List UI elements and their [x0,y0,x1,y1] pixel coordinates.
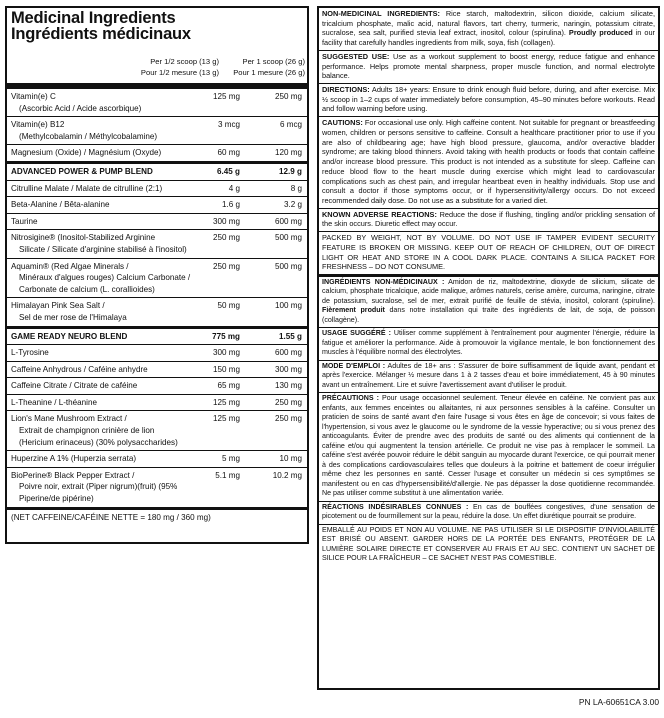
amount-full-scoop: 12.9 g [279,166,302,176]
table-row [7,180,307,197]
amount-full-scoop: 500 mg [275,233,302,243]
table-row [7,258,307,298]
amount-half-scoop: 1.6 g [221,200,240,210]
column-header-full-scoop: Per 1 scoop (26 g) Pour 1 mesure (26 g) [233,57,305,77]
fr-packed-by-weight: EMBALLÉ AU POIDS ET NON AU VOLUME. NE PAS UTILISER SI LE DISPOSITIF D'INVIOLABILITÉ EST BRISÉ OU ABSENT. GARDER HORS DE LA PORTÉE DES ENFANTS, PROTÉGER DE LA LUMIÈRE SOLAIRE DIRECTE ET CONSERVER AU FRAIS ET AU SEC. CONTIENT UN SACHET DE SILICE POUR LA FRAÎCHEUR – CE SACHET N'EST PAS COMESTIBLE. [322,525,655,563]
amount-full-scoop: 300 mg [275,364,302,374]
amount-full-scoop: 130 mg [275,381,302,391]
ingredient-name: Vitamin(e) B12 [11,120,65,130]
medicinal-ingredients-panel [5,6,309,544]
non-medicinal-ingredients: NON-MEDICINAL INGREDIENTS: Rice starch, maltodextrin, silicon dioxide, calcium silicate, tricalcium phosphate, malic acid, natural flavors, tart cherry, turmeric, naringin, potassium citrate, sucralose, sea salt, purified stevia leaf extract, inositol, colour (spirulina). Proudly produced in our facility that carefully handles ingredients from milk, soya, fish (collagen). [319,8,658,51]
amount-full-scoop: 250 mg [275,414,302,424]
amount-half-scoop: 300 mg [213,216,240,226]
ingredient-table [7,89,307,525]
ingredient-name: Vitamin(e) C [11,92,56,101]
directions: DIRECTIONS: Adults 18+ years: Ensure to drink enough fluid before, during, and after exercise. Mix ½ scoop in 1–2 cups of water immediately before consumption, 45–90 minutes before workouts. Read and follow warning before using. [319,84,658,117]
amount-half-scoop: 60 mg [217,148,240,158]
table-row [7,229,307,257]
fr-known-adverse-reactions: RÉACTIONS INDÉSIRABLES CONNUES : En cas de bouffées congestives, d'une sensation de picotement ou de fourmillement sur la peau, réduire la dose. Un effet diurétique pourrait se produire. [319,502,658,525]
amount-half-scoop: 65 mg [217,381,240,391]
table-row [7,377,307,394]
fr-directions: MODE D'EMPLOI : Adultes de 18+ ans : S'assurer de boire suffisamment de liquide avant, pendant et après l'exercice. Mélanger ½ mesure dans 1 à 2 tasses d'eau et boire immédiatement, 45 à 90 minutes avant un entraînement. Lire et suivre l'avertissement avant d'utiliser le produit. [319,361,658,394]
ingredient-name: Aquamin® (Red Algae Minerals / [11,261,129,271]
amount-half-scoop: 150 mg [213,364,240,374]
known-adverse-reactions: KNOWN ADVERSE REACTIONS: Reduce the dose if flushing, tingling and/or prickling sensation of the skin occurs. Diuretic effect may occur. [319,209,658,232]
amount-half-scoop: 5 mg [222,454,240,464]
amount-half-scoop: 125 mg [213,414,240,424]
amount-full-scoop: 6 mcg [279,120,302,130]
ingredient-name: Beta-Alanine / Bêta-alanine [11,200,110,210]
ingredient-name: Caffeine Citrate / Citrate de caféine [11,381,138,391]
ingredient-detail: Extrait de champignon crinière de lion [19,426,155,436]
packed-by-weight: PACKED BY WEIGHT, NOT BY VOLUME. DO NOT USE IF TAMPER EVIDENT SECURITY FEATURE IS BROKEN OR MISSING. KEEP OUT OF REACH OF CHILDREN, OUT OF DIRECT LIGHT OR HEAT AND STORE IN A COOL DARK PLACE. CONTAINS A SILICA PACKET FOR FRESHNESS – DO NOT CONSUME. [319,232,658,277]
amount-full-scoop: 600 mg [275,348,302,358]
title-french: Ingrédients médicinaux [11,25,191,43]
ingredient-name: Caffeine Anhydrous / Caféine anhydre [11,364,148,374]
ingredient-name: GAME READY NEURO BLEND [11,331,128,341]
table-row [7,144,307,161]
label-text-panel [317,6,660,690]
amount-half-scoop: 3 mcg [217,120,240,130]
ingredient-detail: Minéraux d'algues rouges) Calcium Carbonate / [19,273,191,283]
ingredient-detail: Poivre noir, extrait (Piper nigrum)(fruit) (95% Piperine/de pipérine) [19,482,178,504]
table-row [7,326,307,345]
amount-half-scoop: 5.1 mg [215,470,240,480]
column-header-half-scoop: Per 1/2 scoop (13 g) Pour 1/2 mesure (13 g) [140,57,219,77]
table-row [7,116,307,144]
ingredient-name: BioPerine® Black Pepper Extract / [11,470,135,480]
amount-full-scoop: 250 mg [275,92,302,101]
amount-full-scoop: 120 mg [275,148,302,158]
suggested-use: SUGGESTED USE: Use as a workout supplement to boost energy, reduce fatigue and enhance performance. Helps promote mental sharpness, proper muscle function, and normal electrolyte balance. [319,51,658,84]
ingredient-name: ADVANCED POWER & PUMP BLEND [11,166,153,176]
amount-full-scoop: 500 mg [275,261,302,271]
amount-half-scoop: 50 mg [217,301,240,311]
table-row [7,196,307,213]
table-row [7,410,307,450]
amount-full-scoop: 3.2 g [283,200,302,210]
amount-half-scoop: 125 mg [213,397,240,407]
table-row [7,450,307,467]
ingredient-detail: Silicate / Silicate d'arginine stabilisé à l'inositol) [19,244,187,254]
ingredient-name: Taurine [11,216,38,226]
amount-half-scoop: 6.45 g [217,166,240,176]
fr-cautions: PRÉCAUTIONS : Pour usage occasionnel seulement. Teneur élevée en caféine. Ne convient pas aux enfants, aux femmes enceintes ou allaitantes, ni aux personnes sensibles à la caféine. Consulter un praticien de soins de santé avant d'en faire l'usage si vous êtes en âge de concevoir; si vous faites de l'hypertension, si vous avez le glaucome ou le syndrome de la vessie hyperactive; ou si vous prenez des anticoagulants. Éviter de prendre avec des produits de santé ou des aliments qui contiennent de la caféine et/ou qui augmentent la tension artérielle. Ce produit ne vise pas à remplacer le sommeil. La caféine s'est avérée pouvoir réduire le débit sanguin au myocarde durant l'exercice, ce qui pourrait mener à des complications cardiovasculaires telles que douleurs à la poitrine et battement de coeur irrégulier même chez les personnes en santé. Cesser l'usage et consulter un médecin si ces symptômes se manifestent ou en cas d'hypersensibilité/d'allergie. Ne pas dépasser la dose quotidienne recommandée. Ne pas utiliser comme substitut à une alimentation variée. [319,393,658,502]
table-row [7,361,307,378]
column-headers [7,54,307,80]
title-english: Medicinal Ingredients [11,9,176,27]
amount-full-scoop: 10 mg [279,454,302,464]
cautions: CAUTIONS: For occasional use only. High caffeine content. Not suitable for pregnant or breastfeeding women, children or persons sensitive to caffeine. Consult a healthcare practitioner prior to use if you are also of childbearing age; have high blood pressure, glaucoma, and/or overactive bladder syndrome; are taking blood thinners. Avoid taking with health products or foods that contain caffeine and/or increase blood pressure. This product is not intended as a substitute for sleep. Caffeine can reduce blood flow to the heart muscle during exercise which might lead to cardiovascular complications such as chest pain, and irregular heartbeat even in healthy individuals. Stop use and consult a doctor if those symptoms occur, or if hypersensitivity/allergy occurs. Do not exceed recommended daily dose. Do not use as a substitute for a varied diet. [319,117,658,208]
ingredient-name: Nitrosigine® (Inositol-Stabilized Arginine [11,233,156,243]
table-row [7,89,307,116]
ingredient-name: Lion's Mane Mushroom Extract / [11,414,127,424]
fr-suggested-use: USAGE SUGGÉRÉ : Utiliser comme supplément à l'entraînement pour augmenter l'énergie, réduire la fatigue et améliorer la performance. Aide à promouvoir la vigilance mentale, le bon fonctionnement des muscles à l'équilibre normal des électrolytes. [319,328,658,361]
amount-full-scoop: 10.2 mg [272,470,302,480]
amount-half-scoop: 300 mg [213,348,240,358]
ingredient-name: Citrulline Malate / Malate de citrulline (2:1) [11,183,163,193]
amount-full-scoop: 250 mg [275,397,302,407]
ingredient-name: Huperzine A 1% (Huperzia serrata) [11,454,137,464]
ingredient-detail: Sel de mer rose de l'Himalaya [19,312,127,322]
part-number: PN LA-60651CA 3.00 [578,697,659,707]
ingredient-detail: (Methylcobalamin / Méthylcobalamine) [19,131,158,141]
table-row [7,467,307,507]
amount-half-scoop: 125 mg [213,92,240,101]
panel-title [7,8,307,42]
table-row [7,213,307,230]
amount-full-scoop: 100 mg [275,301,302,311]
amount-half-scoop: 775 mg [212,331,240,341]
ingredient-name: Magnesium (Oxide) / Magnésium (Oxyde) [11,148,162,158]
ingredient-name: (NET CAFFEINE/CAFÉINE NETTE = 180 mg / 360 mg) [11,512,211,522]
ingredient-detail: (Hericium erinaceus) (30% polysaccharides) [19,437,178,447]
ingredient-name: L-Theanine / L-théanine [11,397,97,407]
amount-half-scoop: 250 mg [213,233,240,243]
ingredient-name: Himalayan Pink Sea Salt / [11,301,105,311]
table-row [7,344,307,361]
ingredient-detail: (Ascorbic Acid / Acide ascorbique) [19,103,142,113]
amount-full-scoop: 1.55 g [279,331,302,341]
fr-non-medicinal-ingredients: INGRÉDIENTS NON-MÉDICINAUX : Amidon de riz, maltodextrine, dioxyde de silicium, silicate de calcium, phosphate tricalcique, acide malique, arômes naturels, cerise amère, curcuma, naringine, citrate de potassium, sucralose, sel de mer, extrait purifié de feuille de stévia, inositol, colorant (spiruline). Fièrement produit dans notre installation qui traite des ingrédients de lait, de soja, de poisson (collagène). [319,277,658,329]
amount-half-scoop: 4 g [228,183,240,193]
amount-full-scoop: 8 g [290,183,302,193]
table-row [7,297,307,325]
ingredient-name: L-Tyrosine [11,348,49,358]
table-row [7,394,307,411]
table-row [7,161,307,180]
ingredient-detail: Carbonate de calcium (L. corallioides) [19,284,155,294]
amount-full-scoop: 600 mg [275,216,302,226]
amount-half-scoop: 250 mg [213,261,240,271]
table-row [7,507,307,526]
